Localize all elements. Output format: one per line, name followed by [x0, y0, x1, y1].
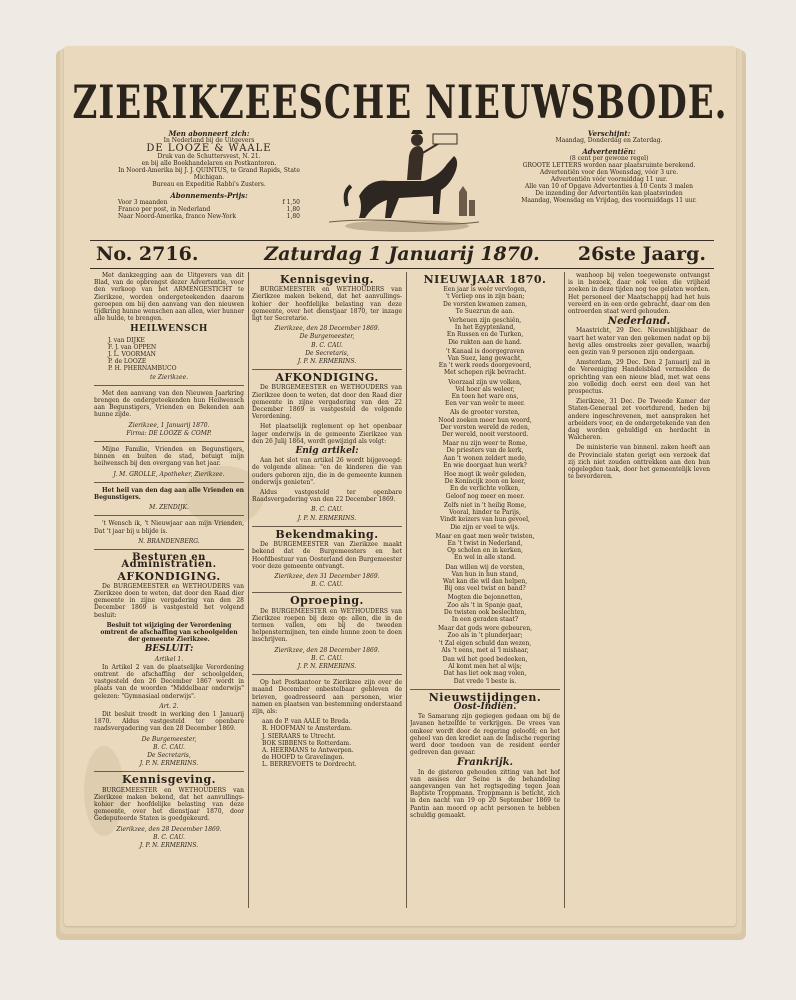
price-value: f 1,50 — [282, 199, 300, 206]
poem-line: 't Zal eigen schuld dan wezen, — [438, 639, 532, 647]
list-item: BOK SIBBENS te Rotterdam. — [262, 739, 352, 747]
section-heading: Kennisgeving. — [280, 273, 374, 286]
signature: J. P. N. ERMERINS. — [297, 358, 357, 366]
poem-line: Maar nu zijn weer te Rome, — [442, 440, 528, 448]
section-heading: AFKONDIGING. — [117, 569, 221, 583]
price-value: 1,80 — [286, 206, 300, 213]
signature: J. P. N. ERMERINS. — [139, 760, 199, 768]
poem-line: In een geraden staat? — [451, 615, 519, 623]
issue-row — [92, 243, 712, 267]
article-text: Dit besluit treedt in werking den 1 Januarij 1870. Aldus vastgesteld ter openbare raadsvergadering van den 28 December 1869. — [94, 710, 244, 733]
date-line: Zierikzee, den 28 December 1869. — [274, 646, 380, 654]
list-item: J. SIERAARS te Utrecht. — [262, 732, 336, 740]
section-heading: Oost-Indiën. — [453, 701, 517, 712]
divider — [252, 674, 402, 675]
poem-line: Met schepen rijk bevracht. — [444, 369, 526, 377]
date-line: Zierikzee, den 28 December 1869. — [116, 825, 222, 833]
price-label: Naar Noord-Amerika, franco New-York — [118, 213, 237, 220]
price-row — [104, 206, 314, 213]
publication-line: GROOTE LETTERS worden naar plaatsruimte berekend. — [522, 162, 696, 169]
divider — [94, 771, 244, 772]
signature: J. P. N. ERMERINS. — [139, 842, 199, 849]
horse-rider-illustration — [329, 126, 479, 236]
section-heading: BESLUIT: — [144, 644, 194, 655]
date-line: Zierikzee, den 31 December 1869. — [274, 572, 380, 580]
section-heading: Kennisgeving. — [122, 773, 216, 787]
section-heading: HEILWENSCH — [130, 324, 208, 335]
price-row — [104, 199, 314, 206]
poem-line: Op scholen en in kerken, — [447, 547, 523, 555]
poem-line: Maar dat gods wore gebeuren, — [437, 625, 532, 633]
signature: N. BRANDENBERG. — [138, 537, 200, 545]
poem-line: Een jaar is weêr vervlogen, — [443, 286, 527, 294]
poem-line: Dan willen wij de vorsten, — [445, 563, 525, 571]
poem-line: Nood zoeken meer hun woord, — [438, 416, 532, 424]
article-text: Het heil van den dag aan alle Vrienden en Begunstigers. — [94, 486, 244, 502]
publication-line: Maandag, Donderdag en Zaterdag. — [555, 137, 663, 144]
poem-line: Dat has liet ook mag volen, — [443, 670, 527, 678]
signature: J. P. N. ERMERINS. — [297, 514, 357, 522]
poem-line: Vindt keizers van hun gevoel, — [440, 516, 530, 524]
name-line: P. H. PHERNAMBUCO — [108, 365, 177, 373]
poem-line: Hoe mogt ik weêr geleden, — [443, 471, 527, 479]
signature: J. M. GROLLE, Apotheker, Zierikzee. — [113, 470, 225, 478]
poem-line: Verheuen zijn geschiên, — [448, 317, 522, 325]
masthead-title: ZIERIKZEESCHE NIEUWSBODE. — [72, 76, 728, 130]
poem-line: En Russen en de Turken, — [446, 331, 524, 339]
price-value: 1,80 — [286, 213, 300, 220]
column-4 — [568, 272, 710, 912]
poem-line: En 't twist in Nederland, — [447, 539, 523, 547]
poem-line: En toen het ware ons, — [451, 393, 519, 401]
article-text: De BURGEMEESTER en WETHOUDERS van Zierikzee doen te weten, dat door den Raad dier gemeente in zijne vergadering van den 22 December 1869 is vastgesteld de volgende Verordening. — [252, 384, 402, 421]
article-text: 't Wensch ik, 't Nieuwjaar aan mijn Vrienden, Dat 't jaar bij u blijde is. — [94, 520, 244, 535]
signature: B. C. CAU. — [311, 581, 343, 589]
signature: Zierikzee, 1 Januarij 1870. — [128, 421, 210, 429]
section-heading: Oproeping. — [290, 594, 364, 608]
article-text: De BURGEMEESTER van Zierikzee maakt bekend dat de Burgemeesters en het Hoofdbestuur van Oosterland den Burgemeester voor deze gemeente ontvangt. — [252, 541, 402, 570]
signature: B. C. CAU. — [311, 506, 343, 514]
name-line: P. de LOOZE — [108, 358, 147, 366]
appears-heading: Verschijnt: — [587, 129, 631, 138]
poem-line: 't Kanaal is doorgegraven — [445, 347, 525, 355]
signature: B. C. CAU. — [311, 654, 343, 662]
poem-line: Aan 't wonen zeldert mede, — [443, 454, 527, 462]
issue-date: Zaturdag 1 Januarij 1870. — [264, 243, 540, 265]
section-heading: Nieuwstijdingen. — [428, 690, 542, 704]
article-text: In Artikel 2 van de plaatselijke Verordening omtrent de afschaffing der schoolgelden, vastgesteld den 26 December 1867 wordt in plaats van de woorden "Middelbaar onderwijs" gelezen: "Gymnasiaal onderwijs". — [94, 663, 244, 700]
prices-heading: Abonnements-Prijs: — [170, 191, 248, 200]
article-text: BURGEMEESTER en WETHOUDERS van Zierikzee maken bekend, dat het aanvullings-kohier der hoofdelijke belasting van deze gemeente, over het dienstjaar 1870, door Gedeputeerde Staten is goedgekeurd. — [94, 786, 244, 823]
column-2 — [252, 272, 402, 912]
article-number: Art. 2. — [159, 702, 179, 710]
divider — [94, 441, 244, 442]
poem-line: Maar en gaat men weêr twisten, — [435, 532, 535, 540]
poem-line: Vol hoer als weleer, — [455, 385, 515, 393]
article-text: In de gisteren gehouden zitting van het hof van assises der Seine is de behandeling aangevangen van het regtsgeding tegen Jean Baptiste Troppmann. Troppmann is beticht, zich in den nacht van 19 op 20 September 1869 te Pantin aan moord op acht personen te hebben schuldig gemaakt. — [410, 768, 560, 819]
article-text: BURGEMEESTER en WETHOUDERS van Zierikzee maken bekend, dat het aanvullings-kohier der hoofdelijke belasting van deze gemeente, over het dienstjaar 1870, ter inzage ligt ter Secretarie. — [252, 286, 402, 323]
price-label: Voor 3 maanden — [118, 199, 168, 206]
publication-info — [504, 130, 714, 204]
publisher-name: DE LOOZE & WAALE — [146, 143, 272, 154]
article-text: Te Samarang zijn gegiegen gedaan om bij de Javanen hetzelfde te verkrijgen. De vrees van omkeer wordt door de regering geloofd; en het geheel van den krediet aan de Indische regering werd door toedoen van de resident eerder gedreven dan gevaar. — [410, 713, 560, 757]
article-text: Zierikzee, 31 Dec. De Tweede Kamer der Staten-Generaal zet voortdurend, heden bij andere ingeschrevenen, met aanspraken het arbeiders voor, en de ondergetekende van den dag worden gehuldigd en herdacht in Walcheren. — [568, 398, 710, 442]
poem-line: Als de grooter vorsten, — [450, 409, 520, 417]
list-item: de HOOFD te Gravelingen. — [262, 754, 345, 762]
poem-line: Geloof nog meer en meer. — [445, 492, 525, 500]
poem-line: Voorzaal zijn uw volken, — [448, 378, 522, 386]
poem — [410, 286, 560, 685]
poem-line: Wat kan die wil dan helpen, — [442, 577, 528, 585]
signature: M. ZENDIJK. — [149, 504, 189, 512]
newspaper-page — [64, 46, 736, 926]
volume-year: 26ste Jaarg. — [577, 243, 706, 265]
signature: J. P. N. ERMERINS. — [297, 662, 357, 670]
signature-role: De Burgemeester, — [299, 333, 355, 341]
article-text: Het plaatselijk reglement op het openbaar lager onderwijs in de gemeente Zierikzee van den 26 Julij 1864, wordt gewijzigd als volgt: — [252, 423, 402, 445]
poem-line: En wel in alle stand. — [454, 554, 516, 562]
name-line: J. L. VOORMAN — [108, 351, 156, 359]
poem-line: De twisten ook beslechten, — [443, 608, 527, 616]
subscription-line: In Nederland bij de Uitgevers — [163, 137, 255, 144]
poem-line: De Konincijk zoon en keer, — [444, 478, 526, 486]
article-text: De BURGEMEESTER en WETHOUDERS van Zierikzee doen te weten, dat door den Raad dier gemeente in zijne vergadering van den 28 December 1869 is vastgesteld het volgend besluit: — [94, 582, 244, 619]
section-heading: NIEUWJAAR 1870. — [423, 273, 547, 286]
list-item: A. HEERMANS te Antwerpen. — [262, 746, 354, 754]
poem-line: Der vorsten wereld de reden, — [440, 423, 530, 431]
date-line: Zierikzee, den 28 December 1869. — [274, 325, 380, 333]
article-number: Artikel 1. — [154, 655, 184, 663]
column-divider — [248, 272, 249, 908]
poem-line: 't Verliep ons in zijn baan; — [445, 293, 525, 301]
article-text: Maastricht, 29 Dec. Nieuwsblijkbaar de vaart het water van den gekomen nadat op bij hevig alles omstreeks zeer gevallen, waarbij een gezin van 9 personen zijn ondergaan. — [568, 327, 710, 357]
publication-line: Alle van 10 of Opgave Advertenties à 10 Cents 3 malen — [524, 183, 694, 190]
article-text: Aldus vastgesteld ter openbare Raadsvergadering van den 22 December 1869. — [252, 489, 402, 504]
town-line: te Zierikzee. — [149, 373, 189, 381]
poem-line: En wie doorgaat hun werk? — [443, 461, 527, 469]
publication-line: Advertentiën voor den Woensdag, vóór 3 ure. — [539, 169, 679, 176]
list-item: R. HOOFMAN te Amsterdam. — [262, 725, 353, 733]
divider — [94, 482, 244, 483]
article-text: Met dankzegging aan de Uitgevers van dit Blad, van de opbrengst dezer Advertentie, voor den verkoop van het ARMENGESTICHT te Zierikzee, worden ondergeteekenden daarom geroepen om bij den aanvang van den nieuwen tijdkring hunne wenschen aan allen, wier hunner alle hulde, te brengen. — [94, 272, 244, 323]
signature: Firma: DE LOOZE & COMP. — [126, 429, 212, 437]
divider — [94, 549, 244, 550]
poem-line: Zoo als in 't plunderjaar; — [447, 632, 523, 640]
list-item: L. BERREVOETS te Dordrecht. — [262, 761, 357, 769]
article-text: Met den aanvang van den Nieuwen Jaarkring brengen de ondergeteekenden hun Heilwensch aan Begunstigers, Vrienden en Bekenden aan hunne zijde. — [94, 389, 244, 419]
poem-line: Mogten die bejonnetten, — [447, 594, 523, 602]
poem-line: En 't werk reeds doorgevoerd, — [438, 362, 532, 370]
poem-line: De priesters van de kerk, — [446, 447, 524, 455]
column-divider — [406, 272, 407, 908]
signature-role: De Burgemeester, — [141, 735, 197, 743]
poem-line: Een ver van weêr te meer. — [445, 400, 525, 408]
column-1 — [94, 272, 244, 912]
subscription-info — [104, 130, 314, 220]
divider — [90, 268, 714, 269]
divider — [252, 526, 402, 527]
divider — [252, 369, 402, 370]
article-text: wanhoop bij velen toegewenste ontvangst is in bezoek, daar ook velen die vrijheid zoeken in deze tijden nog toe gelaten worden. Het personeel der Maatschappij had het huis vereerd en in een orde gebracht, daar om den ontroerden staat werd gehouden. — [568, 272, 710, 316]
divider — [94, 515, 244, 516]
subscription-line: In Noord-Amerika bij J. J. QUINTUS, te Grand Rapids, State Michigan. — [118, 167, 300, 181]
signature: B. C. CAU. — [311, 341, 343, 349]
article-text: Mijne Familie, Vrienden en Begunstigers, binnen en buiten de stad, betuigt mijn heilwensch bij den overgang van het jaar. — [94, 446, 244, 468]
poem-line: Te Suezrun de aan. — [455, 307, 515, 315]
poem-line: Al komt men het al wijs; — [448, 663, 522, 671]
publication-line: Maandag, Woensdag en Vrijdag, des voormiddags 11 uur. — [521, 197, 697, 204]
publication-line: Advertentiën vóór voormiddag 11 uur. — [550, 176, 668, 183]
ads-heading: Advertentiën: — [582, 147, 636, 156]
divider — [90, 240, 714, 241]
name-line: J. van DIJKE — [108, 336, 145, 344]
poem-line: Bij ons veel twist en band? — [444, 585, 526, 593]
column-3 — [410, 272, 560, 912]
poem-line: Zoo als 't in Spanje gaat, — [447, 601, 523, 609]
subscription-heading: Men abonneert zich: — [168, 129, 250, 138]
column-divider — [564, 272, 565, 908]
article-text: Op het Postkantoor te Zierikzee zijn over de maand December onbestelbaar gebleven de brieven, geadresseerd aan personen, wier namen en plaatsen van bestemming onderstaand zijn, als: — [252, 679, 402, 715]
section-heading: AFKONDIGING. — [275, 371, 379, 385]
section-heading: Frankrijk. — [457, 757, 513, 769]
article-text: Amsterdam, 29 Dec. Den 2 Januarij zal in de Vereeniging Handelsblad vermelden de oprichting van een nieuw blad, met wat eens zoo volledig doch eerst een deel van het prospectus. — [568, 359, 710, 396]
issue-number: No. 2716. — [96, 243, 199, 265]
subscription-line: en bij alle Boekhandelaren en Postkantoren. — [141, 160, 277, 167]
signature-role: De Secretaris, — [305, 349, 349, 357]
poem-line: Vooral, hinder te Parijs, — [449, 509, 521, 517]
divider — [410, 689, 560, 690]
signature-role: De Secretaris, — [147, 751, 191, 759]
poem-line: De vorsten kwamen zamen, — [442, 300, 528, 308]
subscription-line: Druk van de Schuttersvest, N. 21. — [157, 153, 261, 160]
signature: B. C. CAU. — [153, 743, 185, 751]
section-heading: Enig artikel: — [295, 446, 359, 457]
article-text: Besluit tot wijziging der Verordening omtrent de afschaffing van schoolgelden der gemeente Zierikzee. — [100, 621, 238, 644]
signature: B. C. CAU. — [153, 833, 185, 841]
article-text: De ministerie van binnenl. zaken heeft aan de Provinciale staten gerigt een verzoek dat zij zich niet zouden onttrekken aan den hun opgelegden taak, door het gemeentelijk leven te bevorderen. — [568, 444, 710, 481]
poem-line: Dat vrede 'l beste is. — [453, 677, 517, 685]
poem-line: Der wereld, nooit verstoord. — [441, 431, 529, 439]
poem-line: Die rukten aan de hand. — [448, 338, 522, 346]
subscription-line: Bureau en Expeditie Rabbi's Zusters. — [152, 181, 266, 188]
publication-line: (8 cent per gewone regel) — [569, 155, 649, 162]
price-row — [104, 213, 314, 220]
article-text: Aan het slot van artikel 26 wordt bijgevoegd: de volgende alinea: "en de kinderen die van ouders geboren zijn, die in de gemeente kunnen onderwijs genieten". — [252, 457, 402, 486]
price-label: Franco per post, in Nederland — [118, 206, 211, 213]
divider — [94, 385, 244, 386]
section-heading: Nederland. — [607, 316, 671, 328]
list-item: aan de P. van AALE te Breda. — [262, 718, 351, 726]
poem-line: Van Suez, lang gewacht, — [447, 355, 523, 363]
section-heading: Bekendmaking. — [275, 527, 379, 541]
poem-line: Als 't eens, met al 'l mishaar, — [441, 646, 529, 654]
section-heading: Besturen en Administratiën. — [121, 552, 217, 571]
poem-line: Van hun in hun stand, — [451, 570, 519, 578]
poem-line: In het Egyptenland, — [454, 324, 516, 332]
poem-line: En de verlichte volken, — [449, 485, 521, 493]
divider — [252, 592, 402, 593]
poem-line: Zelfs niet in 't heilig Rome, — [443, 501, 527, 509]
poem-line: Dan wil het goed bedeeken, — [442, 655, 528, 663]
name-line: F. J. van OPPEN — [108, 343, 157, 351]
publication-line: De inzending der Advertentiën kan plaatsvinden — [535, 190, 683, 197]
article-text: De BURGEMEESTER en WETHOUDERS van Zierikzee roepen bij deze op: allen, die in de termen vallen, om bij de tweeden helpenstermijnen, ten einde hunne zoon te doen inschrijven. — [252, 607, 402, 644]
poem-line: Die zijn er veel te wijs. — [450, 523, 520, 531]
